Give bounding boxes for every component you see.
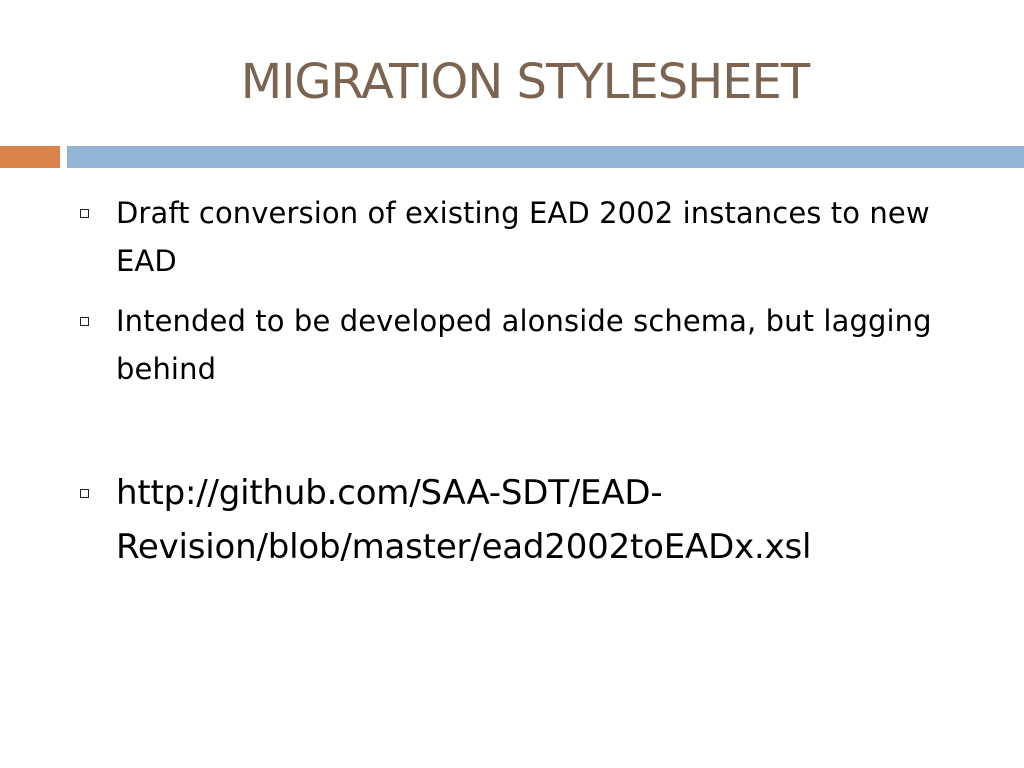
hollow-square-icon [80, 489, 89, 498]
hollow-square-icon [80, 317, 89, 326]
bullet-text: Draft conversion of existing EAD 2002 instances to new EAD [116, 196, 930, 278]
github-url-text: http://github.com/SAA-SDT/EAD-Revision/blob/master/ead2002toEADx.xsl [116, 473, 812, 567]
title-accent-orange-bar [0, 146, 60, 168]
slide-title: MIGRATION STYLESHEET [240, 54, 810, 110]
hollow-square-icon [80, 209, 89, 218]
title-accent-blue-bar [67, 146, 1024, 168]
bullet-text: Intended to be developed alonside schema, but lagging behind [116, 304, 932, 386]
